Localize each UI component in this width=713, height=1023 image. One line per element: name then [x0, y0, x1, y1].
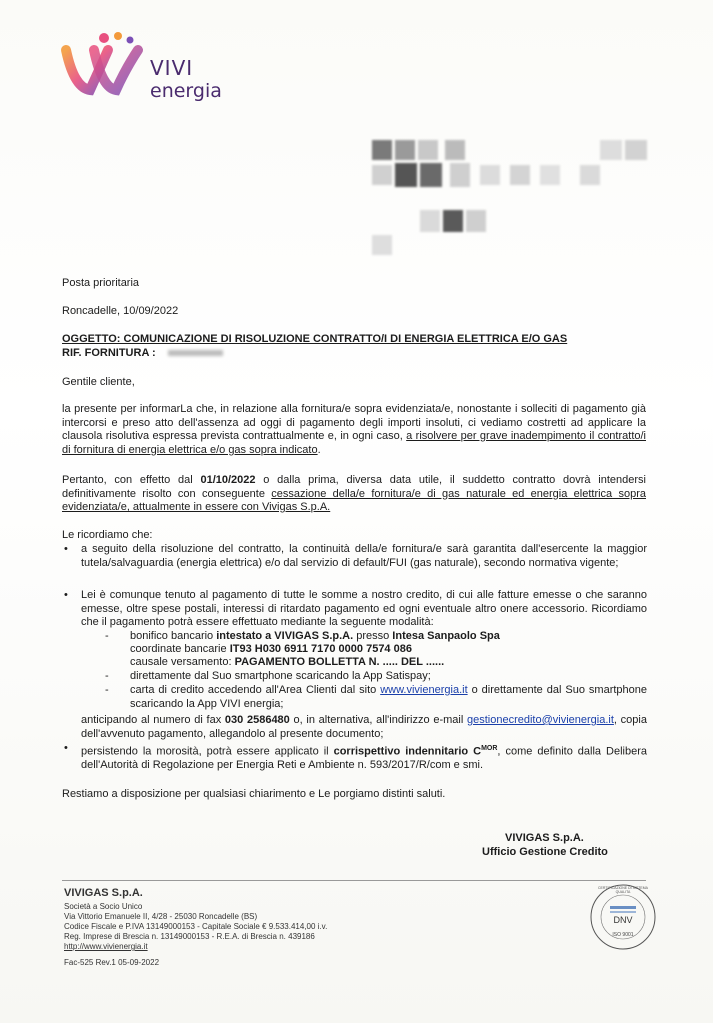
- payment-credit-card: carta di credito accedendo all'Area Clienti dal sito www.vivienergia.it o direttamente dal Suo smartphone scaricando la App VIVI energia;: [130, 684, 647, 710]
- logo-vivi-text: VIVI: [150, 56, 194, 80]
- signature-office: Ufficio Gestione Credito: [482, 846, 608, 858]
- footer-line-2: Via Vittorio Emanuele II, 4/28 - 25030 Roncadelle (BS): [64, 912, 258, 921]
- footer-doc-ref: Fac-525 Rev.1 05-09-2022: [64, 958, 160, 967]
- posta-prioritaria: Posta prioritaria: [62, 277, 140, 289]
- email-link[interactable]: gestionecredito@vivienergia.it: [467, 714, 614, 726]
- dash: -: [105, 630, 109, 642]
- cert-ring-text: CERTIFICAZIONE DI SISTEMA QUALITA: [598, 886, 648, 894]
- footer-company: VIVIGAS S.p.A.: [64, 887, 143, 899]
- dash: -: [105, 684, 109, 696]
- paragraph-2: Pertanto, con effetto dal 01/10/2022 o dalla prima, diversa data utile, il suddetto contratto dovrà intendersi definitivamente risolto con conseguente cessazione della/e fornitura/e di gas naturale ed energia elettrica sopra evidenziata/e, attualmente in essere con Vivigas S.p.A.: [62, 474, 646, 513]
- fax-email-paragraph: anticipando al numero di fax 030 2586480 o, in alternativa, all'indirizzo e-mail gestionecredito@vivienergia.it, copia dell'avvenuto pagamento, allegandolo al presente documento;: [81, 714, 647, 740]
- iso-label: ISO 9001: [612, 932, 634, 938]
- dnv-certification-seal: [588, 882, 658, 952]
- website-link[interactable]: www.vivienergia.it: [380, 684, 468, 696]
- logo-energia-text: energia: [150, 80, 222, 102]
- signature-company: VIVIGAS S.p.A.: [505, 832, 584, 844]
- bullet-3: persistendo la morosità, potrà essere applicato il corrispettivo indennitario $C^{MOR}$, come definito dalla Delibera dell'Autorità di Regolazione per Energia Reti e Ambiente n. 593/2017/R/com e smi.: [81, 745, 647, 772]
- bullet-1: a seguito della risoluzione del contratto, la continuità della/e fornitura/e sarà garantita dall'esercente la maggior tutela/salvaguardia (energia elettrica) e/o dal servizio di default/FUI (gas naturale), secondo normativa vigente;: [81, 543, 647, 569]
- iban-line: coordinate bancarie IT93 H030 6911 7170 0000 7574 086: [130, 643, 412, 655]
- place-date: Roncadelle, 10/09/2022: [62, 305, 179, 317]
- subject-line: OGGETTO: COMUNICAZIONE DI RISOLUZIONE CONTRATTO/I DI ENERGIA ELETTRICA E/O GAS: [62, 333, 568, 345]
- dash: -: [105, 670, 109, 682]
- vivi-energia-logo: [60, 28, 240, 108]
- causale-line: causale versamento: PAGAMENTO BOLLETTA N. ..... DEL ......: [130, 656, 445, 668]
- vivi-logo-mark-icon: [60, 28, 160, 103]
- bullet-dot: •: [64, 742, 68, 754]
- payment-bank-transfer: bonifico bancario intestato a VIVIGAS S.p.A. presso Intesa Sanpaolo Spa: [130, 630, 500, 642]
- footer-line-3: Codice Fiscale e P.IVA 13149000153 - Capitale Sociale € 9.533.414,00 i.v.: [64, 922, 328, 931]
- payment-satispay: direttamente dal Suo smartphone scaricando la App Satispay;: [130, 670, 431, 682]
- footer-website-link[interactable]: http://www.vivienergia.it: [64, 942, 148, 951]
- reminder-heading: Le ricordiamo che:: [62, 529, 153, 541]
- paragraph-1: la presente per informarLa che, in relazione alla fornitura/e sopra evidenziata/e, nonostante i solleciti di pagamento già intercorsi e preso atto dell'assenza ad oggi di pagamento degli importi insoluti, ci vediamo costretti ad applicare la clausola risolutiva espressa prevista contrattualmente e, in ogni caso, a risolvere per grave inadempimento il contratto/i di fornitura di energia elettrica e/o gas sopra indicato.: [62, 403, 646, 456]
- bullet-dot: •: [64, 589, 68, 601]
- bullet-2: Lei è comunque tenuto al pagamento di tutte le somme a nostro credito, di cui alle fatture emesse o che saranno emesse, oltre spese postali, interessi di ritardato pagamento ed ogni eventuale altro onere accessorio. Ricordiamo che il pagamento potrà essere effettuato mediante la seguente modalità:: [81, 589, 647, 628]
- footer-line-4: Reg. Imprese di Brescia n. 13149000153 - R.E.A. di Brescia n. 439186: [64, 932, 315, 941]
- bullet-dot: •: [64, 543, 68, 555]
- closing-line: Restiamo a disposizione per qualsiasi chiarimento e Le porgiamo distinti saluti.: [62, 788, 446, 800]
- dnv-label: DNV: [613, 915, 633, 925]
- greeting: Gentile cliente,: [62, 376, 135, 388]
- footer-line-1: Società a Socio Unico: [64, 902, 143, 911]
- supply-reference-label: RIF. FORNITURA :: [62, 347, 156, 359]
- redacted-supply-reference: [168, 350, 223, 356]
- footer-divider: [62, 880, 646, 881]
